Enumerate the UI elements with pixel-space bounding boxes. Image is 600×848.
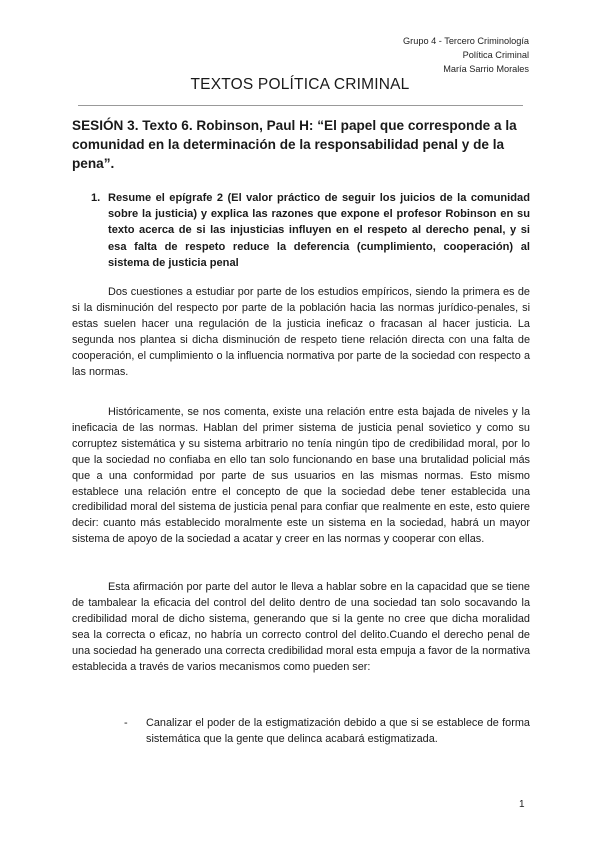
question-number: 1. <box>91 192 101 204</box>
title-divider <box>78 105 523 106</box>
body-paragraph: Históricamente, se nos comenta, existe una relación entre esta bajada de niveles y la ineficacia de las normas. Hablan del primer sistema de justicia penal sovietico y como su corruptez sistemática y su sistema arbitrario no tenía ningún tipo de credibilidad moral, por lo que la sociedad no confiaba en ello tan solo funcionando en base una brutalidad policial más que a una conformidad por parte de sus usuarios en las mismas normas. Esto mismo establece una relación entre el concepto de que la sociedad debe tener establecida una credibilidad moral del sistema de justicia penal para confiar que realmente en este, esto quiere decir: cuanto más establecido moralmente este un sistema en la sociedad, habrá un mayor sistema de apoyo de la sociedad a acatar y creer en las normas y cooperar con ellas. <box>72 406 530 546</box>
body-paragraph: Dos cuestiones a estudiar por parte de los estudios empíricos, siendo la primera es de si la disminución del respecto por parte de la población hacia las normas jurídico-penales, si estas suelen hacer una regulación de la justicia ineficaz o fracasan al hacer justicia. La segunda nos plantea si dicha disminución de respeto tiene relación directa con una falta de cooperación, el cumplimiento o la influencia normativa por parte de la sociedad con respecto a las normas. <box>72 286 530 378</box>
page-number: 1 <box>519 799 525 810</box>
document-header <box>403 34 529 76</box>
session-heading: SESIÓN 3. Texto 6. Robinson, Paul H: “El papel que corresponde a la comunidad en la determinación de la responsabilidad penal y de la pena”. <box>72 118 517 171</box>
bullet-marker: - <box>124 717 128 729</box>
header-group-line: Grupo 4 - Tercero Criminología <box>403 36 529 46</box>
bullet-item <box>124 716 530 748</box>
header-course-line: Política Criminal <box>462 50 529 60</box>
body-paragraph: Esta afirmación por parte del autor le lleva a hablar sobre en la capacidad que se tiene de tambalear la eficacia del control del delito dentro de una sociedad tan solo socavando la credibilidad moral de dicho sistema, generando que si la gente no cree que dicha moralidad sea la correcta o eficaz, no habría un correcto control del delito.Cuando el derecho penal de una sociedad ha generado una correcta credibilidad moral esta empuja a favor de la normativa establecida a través de varios mecanismos como pueden ser: <box>72 581 530 673</box>
bullet-text: Canalizar el poder de la estigmatización debido a que si se establece de forma sistemática que la gente que delinca acabará estigmatizada. <box>146 717 530 745</box>
question-item <box>93 190 530 271</box>
question-text: Resume el epígrafe 2 (El valor práctico de seguir los juicios de la comunidad sobre la justicia) y explica las razones que expone el profesor Robinson en su texto acerca de si las injusticias influyen en el respeto al derecho penal, y si esa falta de respeto reduce la deferencia (cumplimiento, cooperación) al sistema de justicia penal <box>108 192 530 269</box>
header-author-line: María Sarrio Morales <box>443 64 529 74</box>
document-title: TEXTOS POLÍTICA CRIMINAL <box>190 76 410 93</box>
